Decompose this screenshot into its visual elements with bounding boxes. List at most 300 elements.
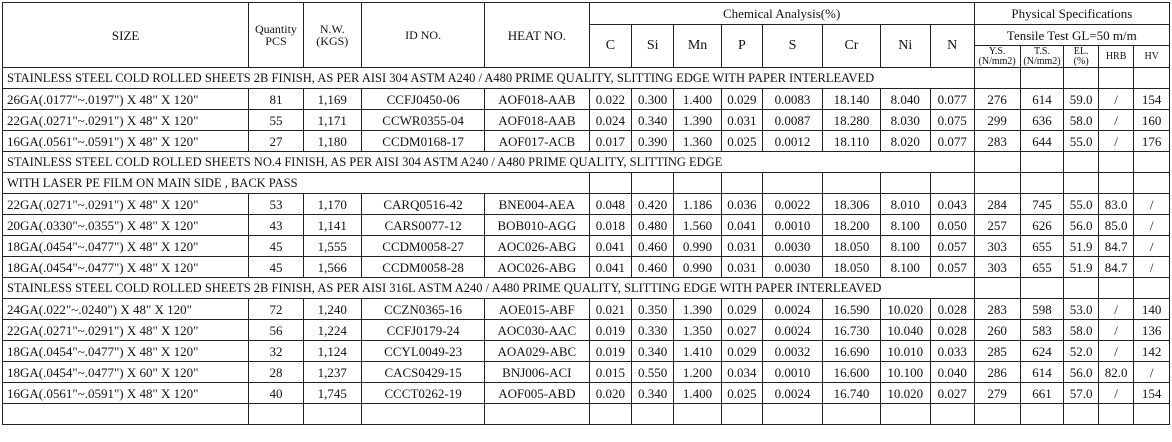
- element-header-cr: Cr: [823, 25, 880, 68]
- cell-s: 0.0010: [762, 215, 823, 236]
- table-row: [3, 236, 1170, 257]
- cell-size: 22GA(.0271"~.0291") X 48" X 120": [3, 110, 249, 131]
- cell-heat-no: AOE015-ABF: [485, 299, 589, 320]
- empty-cell: [1064, 68, 1098, 89]
- cell-hrb: /: [1098, 110, 1133, 131]
- cell-ni: 10.010: [880, 341, 930, 362]
- cell-quantity: 45: [249, 257, 303, 278]
- cell-s: 0.0030: [762, 257, 823, 278]
- el-header-line2: (%): [1073, 55, 1089, 67]
- blank-row: [3, 404, 1170, 425]
- hv-header: HV: [1134, 46, 1170, 68]
- cell-size: 26GA(.0177"~.0197") X 48" X 120": [3, 89, 249, 110]
- cell-ni: 8.010: [880, 194, 930, 215]
- cell-el: 56.0: [1064, 215, 1098, 236]
- cell-si: 0.460: [632, 257, 674, 278]
- cell-id-no: CCCT0262-19: [362, 383, 485, 404]
- subsection-title: WITH LASER PE FILM ON MAIN SIDE , BACK PASS: [3, 173, 590, 194]
- cell-mn: 0.990: [674, 236, 722, 257]
- cell-ys: 257: [974, 215, 1020, 236]
- cell-ni: 10.040: [880, 320, 930, 341]
- nw-header-line2: (KGS): [316, 34, 349, 48]
- cell-s: 0.0032: [762, 341, 823, 362]
- cell-cr: 16.690: [823, 341, 880, 362]
- cell-heat-no: BOB010-AGG: [485, 215, 589, 236]
- quantity-header: [249, 3, 303, 68]
- cell-si: 0.350: [632, 299, 674, 320]
- table-row: [3, 383, 1170, 404]
- cell-p: 0.031: [722, 257, 763, 278]
- cell-p: 0.031: [722, 110, 763, 131]
- cell-ni: 10.100: [880, 362, 930, 383]
- cell-size: 20GA(.0330"~.0355") X 48" X 120": [3, 215, 249, 236]
- empty-cell: [880, 404, 930, 425]
- cell-mn: 1.360: [674, 131, 722, 152]
- cell-c: 0.021: [589, 299, 632, 320]
- section-title: STAINLESS STEEL COLD ROLLED SHEETS 2B FINISH, AS PER AISI 316L ASTM A240 / A480 PRIME QUALITY, SLITTING EDGE WITH PAPER INTERLEAVED: [3, 278, 975, 299]
- cell-nw: 1,171: [303, 110, 361, 131]
- empty-cell: [1098, 152, 1133, 173]
- empty-cell: [722, 173, 763, 194]
- cell-nw: 1,555: [303, 236, 361, 257]
- empty-cell: [974, 152, 1020, 173]
- cell-quantity: 81: [249, 89, 303, 110]
- empty-cell: [632, 173, 674, 194]
- cell-p: 0.036: [722, 194, 763, 215]
- cell-nw: 1,566: [303, 257, 361, 278]
- cell-p: 0.029: [722, 341, 763, 362]
- cell-p: 0.031: [722, 236, 763, 257]
- cell-mn: 1.350: [674, 320, 722, 341]
- cell-mn: 1.186: [674, 194, 722, 215]
- cell-quantity: 45: [249, 236, 303, 257]
- cell-el: 57.0: [1064, 383, 1098, 404]
- cell-n: 0.075: [930, 110, 974, 131]
- cell-si: 0.330: [632, 320, 674, 341]
- empty-cell: [1134, 173, 1170, 194]
- cell-hv: /: [1134, 215, 1170, 236]
- cell-heat-no: AOF005-ABD: [485, 383, 589, 404]
- cell-si: 0.420: [632, 194, 674, 215]
- empty-cell: [722, 404, 763, 425]
- empty-cell: [1098, 68, 1133, 89]
- cell-cr: 18.050: [823, 236, 880, 257]
- empty-cell: [1020, 173, 1064, 194]
- empty-cell: [930, 404, 974, 425]
- empty-cell: [1134, 68, 1170, 89]
- element-header-p: P: [722, 25, 763, 68]
- cell-p: 0.029: [722, 89, 763, 110]
- cell-si: 0.550: [632, 362, 674, 383]
- table-header: [3, 3, 1170, 68]
- hrb-header: HRB: [1098, 46, 1133, 68]
- cell-c: 0.018: [589, 215, 632, 236]
- empty-cell: [823, 404, 880, 425]
- cell-ts: 636: [1020, 110, 1064, 131]
- cell-mn: 1.390: [674, 110, 722, 131]
- cell-nw: 1,180: [303, 131, 361, 152]
- cell-p: 0.029: [722, 299, 763, 320]
- cell-si: 0.480: [632, 215, 674, 236]
- cell-n: 0.040: [930, 362, 974, 383]
- cell-nw: 1,169: [303, 89, 361, 110]
- table-row: [3, 215, 1170, 236]
- cell-c: 0.020: [589, 383, 632, 404]
- empty-cell: [485, 404, 589, 425]
- cell-s: 0.0024: [762, 320, 823, 341]
- cell-el: 55.0: [1064, 131, 1098, 152]
- cell-mn: 1.400: [674, 383, 722, 404]
- cell-c: 0.022: [589, 89, 632, 110]
- empty-cell: [1020, 152, 1064, 173]
- cell-size: 16GA(.0561"~.0591") X 48" X 120": [3, 131, 249, 152]
- cell-size: 18GA(.0454"~.0477") X 60" X 120": [3, 362, 249, 383]
- cell-p: 0.027: [722, 320, 763, 341]
- cell-cr: 18.140: [823, 89, 880, 110]
- cell-ys: 299: [974, 110, 1020, 131]
- cell-ys: 303: [974, 257, 1020, 278]
- cell-el: 55.0: [1064, 194, 1098, 215]
- cell-cr: 18.110: [823, 131, 880, 152]
- cell-el: 51.9: [1064, 257, 1098, 278]
- cell-ys: 285: [974, 341, 1020, 362]
- cell-si: 0.460: [632, 236, 674, 257]
- cell-hrb: 84.7: [1098, 257, 1133, 278]
- cell-el: 59.0: [1064, 89, 1098, 110]
- cell-ni: 8.030: [880, 110, 930, 131]
- empty-cell: [1064, 173, 1098, 194]
- cell-id-no: CACS0429-15: [362, 362, 485, 383]
- cell-n: 0.050: [930, 215, 974, 236]
- cell-hv: /: [1134, 257, 1170, 278]
- cell-quantity: 53: [249, 194, 303, 215]
- cell-n: 0.027: [930, 383, 974, 404]
- cell-hv: 160: [1134, 110, 1170, 131]
- cell-hv: 142: [1134, 341, 1170, 362]
- cell-cr: 16.740: [823, 383, 880, 404]
- table-row: [3, 341, 1170, 362]
- empty-cell: [303, 404, 361, 425]
- cell-id-no: CCZN0365-16: [362, 299, 485, 320]
- cell-mn: 1.400: [674, 89, 722, 110]
- cell-id-no: CCDM0058-27: [362, 236, 485, 257]
- cell-hrb: 84.7: [1098, 236, 1133, 257]
- table-row: [3, 194, 1170, 215]
- ys-header-line1: Y.S.: [988, 45, 1006, 57]
- ts-header-line2: (N/mm2): [1023, 55, 1061, 67]
- cell-cr: 18.200: [823, 215, 880, 236]
- cell-ts: 583: [1020, 320, 1064, 341]
- cell-cr: 18.306: [823, 194, 880, 215]
- cell-s: 0.0083: [762, 89, 823, 110]
- empty-cell: [589, 173, 632, 194]
- cell-el: 53.0: [1064, 299, 1098, 320]
- cell-ni: 8.100: [880, 257, 930, 278]
- cell-el: 56.0: [1064, 362, 1098, 383]
- cell-nw: 1,170: [303, 194, 361, 215]
- ys-header-line2: (N/mm2): [978, 55, 1016, 67]
- cell-ts: 661: [1020, 383, 1064, 404]
- cell-heat-no: AOC030-AAC: [485, 320, 589, 341]
- cell-hv: /: [1134, 236, 1170, 257]
- element-header-s: S: [762, 25, 823, 68]
- empty-cell: [1020, 68, 1064, 89]
- cell-s: 0.0030: [762, 236, 823, 257]
- cell-n: 0.057: [930, 236, 974, 257]
- cell-heat-no: AOF018-AAB: [485, 110, 589, 131]
- empty-cell: [1098, 278, 1133, 299]
- cell-cr: 16.730: [823, 320, 880, 341]
- cell-ys: 303: [974, 236, 1020, 257]
- section-row: [3, 278, 1170, 299]
- cell-heat-no: AOC026-ABG: [485, 236, 589, 257]
- nw-header: [303, 3, 361, 68]
- cell-el: 58.0: [1064, 320, 1098, 341]
- cell-c: 0.015: [589, 362, 632, 383]
- cell-ts: 598: [1020, 299, 1064, 320]
- empty-cell: [1064, 278, 1098, 299]
- cell-c: 0.017: [589, 131, 632, 152]
- cell-n: 0.077: [930, 89, 974, 110]
- table-row: [3, 299, 1170, 320]
- cell-ts: 644: [1020, 131, 1064, 152]
- cell-c: 0.019: [589, 320, 632, 341]
- cell-ts: 624: [1020, 341, 1064, 362]
- empty-cell: [930, 173, 974, 194]
- cell-id-no: CCDM0168-17: [362, 131, 485, 152]
- cell-n: 0.077: [930, 131, 974, 152]
- cell-ys: 284: [974, 194, 1020, 215]
- cell-s: 0.0022: [762, 194, 823, 215]
- cell-si: 0.390: [632, 131, 674, 152]
- cell-n: 0.057: [930, 257, 974, 278]
- cell-p: 0.025: [722, 383, 763, 404]
- element-header-ni: Ni: [880, 25, 930, 68]
- table-row: [3, 89, 1170, 110]
- ts-header: [1020, 46, 1064, 68]
- section-row: [3, 152, 1170, 173]
- empty-cell: [974, 173, 1020, 194]
- empty-cell: [1064, 404, 1098, 425]
- element-header-n: N: [930, 25, 974, 68]
- cell-nw: 1,240: [303, 299, 361, 320]
- cell-si: 0.300: [632, 89, 674, 110]
- cell-ys: 283: [974, 299, 1020, 320]
- cell-size: 22GA(.0271"~.0291") X 48" X 120": [3, 194, 249, 215]
- cell-size: 18GA(.0454"~.0477") X 48" X 120": [3, 341, 249, 362]
- cell-hv: 154: [1134, 383, 1170, 404]
- empty-cell: [1020, 404, 1064, 425]
- cell-hv: 154: [1134, 89, 1170, 110]
- cell-quantity: 43: [249, 215, 303, 236]
- cell-p: 0.041: [722, 215, 763, 236]
- cell-ni: 8.100: [880, 236, 930, 257]
- empty-cell: [1064, 152, 1098, 173]
- cell-id-no: CCFJ0450-06: [362, 89, 485, 110]
- cell-size: 22GA(.0271"~.0291") X 48" X 120": [3, 320, 249, 341]
- quantity-header-line1: Quantity: [254, 22, 297, 36]
- cell-ys: 260: [974, 320, 1020, 341]
- empty-cell: [762, 173, 823, 194]
- cell-ts: 745: [1020, 194, 1064, 215]
- cell-cr: 18.050: [823, 257, 880, 278]
- mill-certificate-table: [2, 2, 1170, 425]
- cell-size: 16GA(.0561"~.0591") X 48" X 120": [3, 383, 249, 404]
- empty-cell: [1134, 278, 1170, 299]
- cell-heat-no: AOC026-ABG: [485, 257, 589, 278]
- cell-nw: 1,141: [303, 215, 361, 236]
- cell-ts: 614: [1020, 89, 1064, 110]
- cell-quantity: 27: [249, 131, 303, 152]
- cell-hrb: /: [1098, 341, 1133, 362]
- table-row: [3, 362, 1170, 383]
- table-body: [3, 68, 1170, 425]
- cell-heat-no: BNE004-AEA: [485, 194, 589, 215]
- empty-cell: [674, 404, 722, 425]
- cell-id-no: CARQ0516-42: [362, 194, 485, 215]
- empty-cell: [974, 68, 1020, 89]
- cell-p: 0.034: [722, 362, 763, 383]
- empty-cell: [1134, 404, 1170, 425]
- cell-si: 0.340: [632, 110, 674, 131]
- cell-mn: 1.390: [674, 299, 722, 320]
- cell-nw: 1,237: [303, 362, 361, 383]
- cell-cr: 16.590: [823, 299, 880, 320]
- empty-cell: [1098, 173, 1133, 194]
- cell-ts: 655: [1020, 257, 1064, 278]
- ys-header: [974, 46, 1020, 68]
- cell-hrb: /: [1098, 131, 1133, 152]
- cell-size: 18GA(.0454"~.0477") X 48" X 120": [3, 257, 249, 278]
- cell-hrb: 82.0: [1098, 362, 1133, 383]
- cell-id-no: CCYL0049-23: [362, 341, 485, 362]
- cell-ni: 10.020: [880, 299, 930, 320]
- chemical-analysis-header: Chemical Analysis(%): [589, 3, 974, 25]
- cell-el: 51.9: [1064, 236, 1098, 257]
- cell-ni: 10.020: [880, 383, 930, 404]
- empty-cell: [1020, 278, 1064, 299]
- el-header: [1064, 46, 1098, 68]
- cell-n: 0.033: [930, 341, 974, 362]
- cell-el: 58.0: [1064, 110, 1098, 131]
- cell-heat-no: AOF018-AAB: [485, 89, 589, 110]
- cell-hv: /: [1134, 362, 1170, 383]
- cell-mn: 1.410: [674, 341, 722, 362]
- empty-cell: [880, 173, 930, 194]
- cell-el: 52.0: [1064, 341, 1098, 362]
- table-row: [3, 110, 1170, 131]
- cell-cr: 16.600: [823, 362, 880, 383]
- cell-ts: 626: [1020, 215, 1064, 236]
- physical-specifications-header: Physical Specifications: [974, 3, 1169, 25]
- cell-hv: 140: [1134, 299, 1170, 320]
- cell-ni: 8.100: [880, 215, 930, 236]
- cell-n: 0.028: [930, 320, 974, 341]
- cell-ys: 279: [974, 383, 1020, 404]
- cell-quantity: 72: [249, 299, 303, 320]
- cell-mn: 0.990: [674, 257, 722, 278]
- table-row: [3, 320, 1170, 341]
- heat-no-header: HEAT NO.: [485, 3, 589, 68]
- cell-s: 0.0010: [762, 362, 823, 383]
- cell-hrb: 85.0: [1098, 215, 1133, 236]
- empty-cell: [974, 278, 1020, 299]
- cell-cr: 18.280: [823, 110, 880, 131]
- cell-id-no: CCWR0355-04: [362, 110, 485, 131]
- cell-hv: 136: [1134, 320, 1170, 341]
- cell-hrb: /: [1098, 299, 1133, 320]
- empty-cell: [362, 404, 485, 425]
- cell-hrb: 83.0: [1098, 194, 1133, 215]
- ts-header-line1: T.S.: [1034, 45, 1050, 57]
- cell-heat-no: AOA029-ABC: [485, 341, 589, 362]
- tensile-test-header: Tensile Test GL=50 m/m: [974, 25, 1169, 46]
- section-row: [3, 68, 1170, 89]
- cell-hv: 176: [1134, 131, 1170, 152]
- subsection-row: [3, 173, 1170, 194]
- cell-c: 0.024: [589, 110, 632, 131]
- cell-c: 0.041: [589, 236, 632, 257]
- cell-quantity: 55: [249, 110, 303, 131]
- cell-mn: 1.200: [674, 362, 722, 383]
- cell-s: 0.0024: [762, 299, 823, 320]
- cell-id-no: CARS0077-12: [362, 215, 485, 236]
- quantity-header-line2: PCS: [265, 34, 287, 48]
- cell-nw: 1,224: [303, 320, 361, 341]
- cell-si: 0.340: [632, 383, 674, 404]
- table-row: [3, 257, 1170, 278]
- cell-p: 0.025: [722, 131, 763, 152]
- empty-cell: [249, 404, 303, 425]
- cell-nw: 1,745: [303, 383, 361, 404]
- cell-c: 0.041: [589, 257, 632, 278]
- cell-c: 0.019: [589, 341, 632, 362]
- cell-s: 0.0012: [762, 131, 823, 152]
- empty-cell: [3, 404, 249, 425]
- empty-cell: [1098, 404, 1133, 425]
- cell-s: 0.0087: [762, 110, 823, 131]
- el-header-line1: EL.: [1073, 45, 1089, 57]
- cell-mn: 1.560: [674, 215, 722, 236]
- cell-heat-no: AOF017-ACB: [485, 131, 589, 152]
- table-row: [3, 131, 1170, 152]
- cell-heat-no: BNJ006-ACI: [485, 362, 589, 383]
- cell-size: 24GA(.022"~.0240") X 48" X 120": [3, 299, 249, 320]
- cell-ys: 276: [974, 89, 1020, 110]
- cell-hrb: /: [1098, 320, 1133, 341]
- cell-n: 0.028: [930, 299, 974, 320]
- element-header-si: Si: [632, 25, 674, 68]
- cell-quantity: 56: [249, 320, 303, 341]
- empty-cell: [974, 404, 1020, 425]
- empty-cell: [632, 404, 674, 425]
- size-header: SIZE: [3, 3, 249, 68]
- cell-quantity: 32: [249, 341, 303, 362]
- empty-cell: [823, 173, 880, 194]
- cell-hrb: /: [1098, 89, 1133, 110]
- cell-id-no: CCDM0058-28: [362, 257, 485, 278]
- cell-ni: 8.040: [880, 89, 930, 110]
- empty-cell: [762, 404, 823, 425]
- section-title: STAINLESS STEEL COLD ROLLED SHEETS 2B FINISH, AS PER AISI 304 ASTM A240 / A480 PRIME QUALITY, SLITTING EDGE WITH PAPER INTERLEAVED: [3, 68, 975, 89]
- id-no-header: ID NO.: [362, 3, 485, 68]
- cell-ts: 655: [1020, 236, 1064, 257]
- section-title: STAINLESS STEEL COLD ROLLED SHEETS NO.4 FINISH, AS PER AISI 304 ASTM A240 / A480 PRIME QUALITY, SLITTING EDGE: [3, 152, 975, 173]
- empty-cell: [674, 173, 722, 194]
- cell-s: 0.0024: [762, 383, 823, 404]
- empty-cell: [589, 404, 632, 425]
- cell-id-no: CCFJ0179-24: [362, 320, 485, 341]
